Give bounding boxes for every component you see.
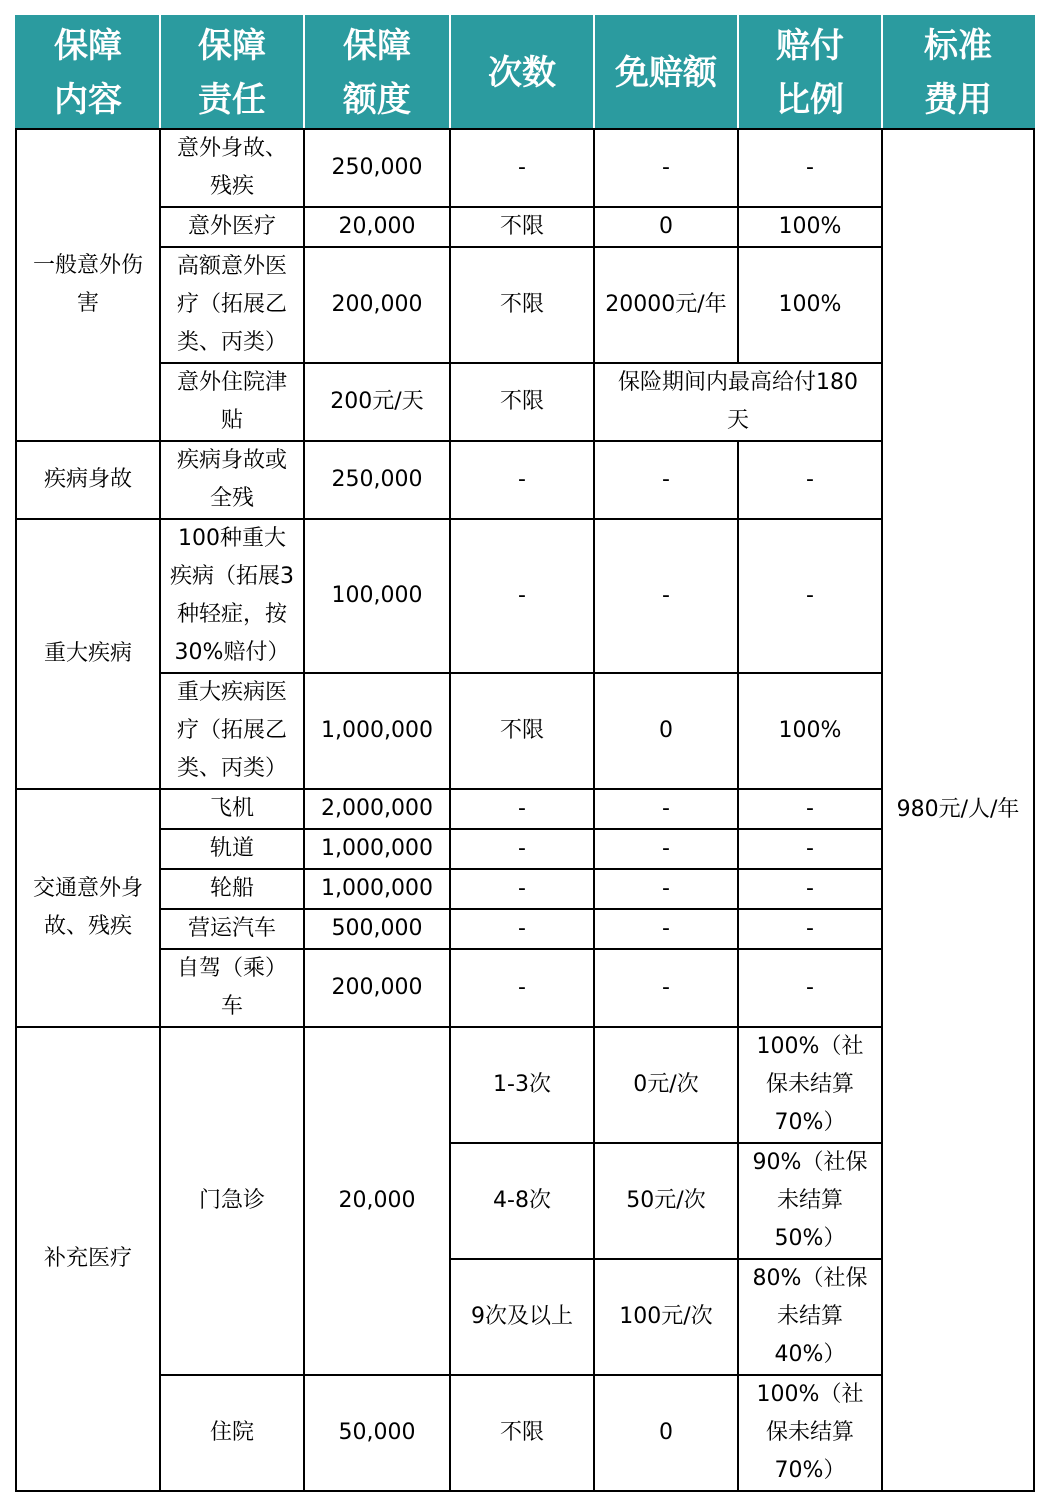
times-cell: 不限 [450, 207, 594, 247]
table-row [16, 949, 1034, 1027]
times-cell: 4-8次 [450, 1143, 594, 1259]
times-cell: 不限 [450, 1375, 594, 1491]
times-cell: - [450, 519, 594, 673]
times-cell: 9次及以上 [450, 1259, 594, 1375]
deductible-cell: - [594, 441, 738, 519]
liability-cell: 100种重大 疾病（拓展3 种轻症，按 30%赔付） [160, 519, 304, 673]
category-cell: 补充医疗 [16, 1027, 160, 1491]
amount-cell: 1,000,000 [304, 673, 450, 789]
liability-cell: 疾病身故或 全残 [160, 441, 304, 519]
ratio-cell: 100%（社 保未结算 70%） [738, 1375, 882, 1491]
table-row [16, 789, 1034, 829]
times-cell: - [450, 789, 594, 829]
ratio-cell: 100% [738, 207, 882, 247]
deductible-cell: 0 [594, 673, 738, 789]
times-cell: - [450, 869, 594, 909]
table-row [16, 519, 1034, 673]
deductible-cell: 50元/次 [594, 1143, 738, 1259]
amount-cell: 1,000,000 [304, 829, 450, 869]
ratio-cell: - [738, 949, 882, 1027]
amount-cell: 500,000 [304, 909, 450, 949]
category-cell: 交通意外身 故、残疾 [16, 789, 160, 1027]
amount-cell: 20,000 [304, 1027, 450, 1375]
times-cell: - [450, 441, 594, 519]
table-row [16, 441, 1034, 519]
ratio-cell: 100%（社 保未结算 70%） [738, 1027, 882, 1143]
times-cell: 1-3次 [450, 1027, 594, 1143]
amount-cell: 200元/天 [304, 363, 450, 441]
ratio-cell: 100% [738, 247, 882, 363]
liability-cell: 自驾（乘） 车 [160, 949, 304, 1027]
times-cell: - [450, 829, 594, 869]
deductible-cell: - [594, 909, 738, 949]
ratio-cell: 100% [738, 673, 882, 789]
liability-cell: 重大疾病医 疗（拓展乙 类、丙类） [160, 673, 304, 789]
header-standard-fee: 标准 费用 [882, 16, 1034, 129]
header-times: 次数 [450, 16, 594, 129]
header-payout-ratio: 赔付 比例 [738, 16, 882, 129]
ratio-cell: - [738, 519, 882, 673]
amount-cell: 200,000 [304, 247, 450, 363]
header-deductible: 免赔额 [594, 16, 738, 129]
amount-cell: 250,000 [304, 129, 450, 207]
standard-fee-cell: 980元/人/年 [882, 129, 1034, 1491]
deductible-cell: - [594, 129, 738, 207]
ratio-cell: - [738, 829, 882, 869]
ratio-cell: 90%（社保 未结算 50%） [738, 1143, 882, 1259]
deductible-cell: - [594, 869, 738, 909]
amount-cell: 1,000,000 [304, 869, 450, 909]
liability-cell: 住院 [160, 1375, 304, 1491]
deductible-cell: 100元/次 [594, 1259, 738, 1375]
table-row [16, 1027, 1034, 1143]
table-header [16, 16, 1034, 129]
table-row [16, 363, 1034, 441]
table-row [16, 247, 1034, 363]
liability-cell: 意外身故、 残疾 [160, 129, 304, 207]
category-cell: 重大疾病 [16, 519, 160, 789]
deductible-cell: 0元/次 [594, 1027, 738, 1143]
liability-cell: 轮船 [160, 869, 304, 909]
times-cell: 不限 [450, 673, 594, 789]
ratio-cell: 80%（社保 未结算 40%） [738, 1259, 882, 1375]
header-coverage-liability: 保障 责任 [160, 16, 304, 129]
table-row [16, 207, 1034, 247]
times-cell: 不限 [450, 247, 594, 363]
deductible-cell: 20000元/年 [594, 247, 738, 363]
header-coverage-amount: 保障 额度 [304, 16, 450, 129]
table-row [16, 909, 1034, 949]
ratio-cell: - [738, 441, 882, 519]
ratio-cell: - [738, 869, 882, 909]
liability-cell: 意外医疗 [160, 207, 304, 247]
coverage-table [15, 15, 1035, 1492]
deductible-cell: - [594, 829, 738, 869]
deductible-cell: 0 [594, 207, 738, 247]
table-row [16, 869, 1034, 909]
amount-cell: 200,000 [304, 949, 450, 1027]
deductible-cell: - [594, 789, 738, 829]
times-cell: - [450, 129, 594, 207]
amount-cell: 100,000 [304, 519, 450, 673]
amount-cell: 50,000 [304, 1375, 450, 1491]
times-cell: - [450, 949, 594, 1027]
table-row [16, 673, 1034, 789]
amount-cell: 20,000 [304, 207, 450, 247]
header-coverage-content: 保障 内容 [16, 16, 160, 129]
category-cell: 一般意外伤 害 [16, 129, 160, 441]
liability-cell: 营运汽车 [160, 909, 304, 949]
ratio-cell: - [738, 909, 882, 949]
table-row [16, 129, 1034, 207]
liability-cell: 意外住院津 贴 [160, 363, 304, 441]
table-row [16, 829, 1034, 869]
liability-cell: 门急诊 [160, 1027, 304, 1375]
deductible-cell: - [594, 519, 738, 673]
amount-cell: 250,000 [304, 441, 450, 519]
deductible-cell: 0 [594, 1375, 738, 1491]
times-cell: - [450, 909, 594, 949]
ratio-cell: - [738, 129, 882, 207]
liability-cell: 轨道 [160, 829, 304, 869]
liability-cell: 飞机 [160, 789, 304, 829]
ratio-cell: - [738, 789, 882, 829]
hospital-allowance-note: 保险期间内最高给付180 天 [594, 363, 882, 441]
amount-cell: 2,000,000 [304, 789, 450, 829]
liability-cell: 高额意外医 疗（拓展乙 类、丙类） [160, 247, 304, 363]
times-cell: 不限 [450, 363, 594, 441]
deductible-cell: - [594, 949, 738, 1027]
category-cell: 疾病身故 [16, 441, 160, 519]
